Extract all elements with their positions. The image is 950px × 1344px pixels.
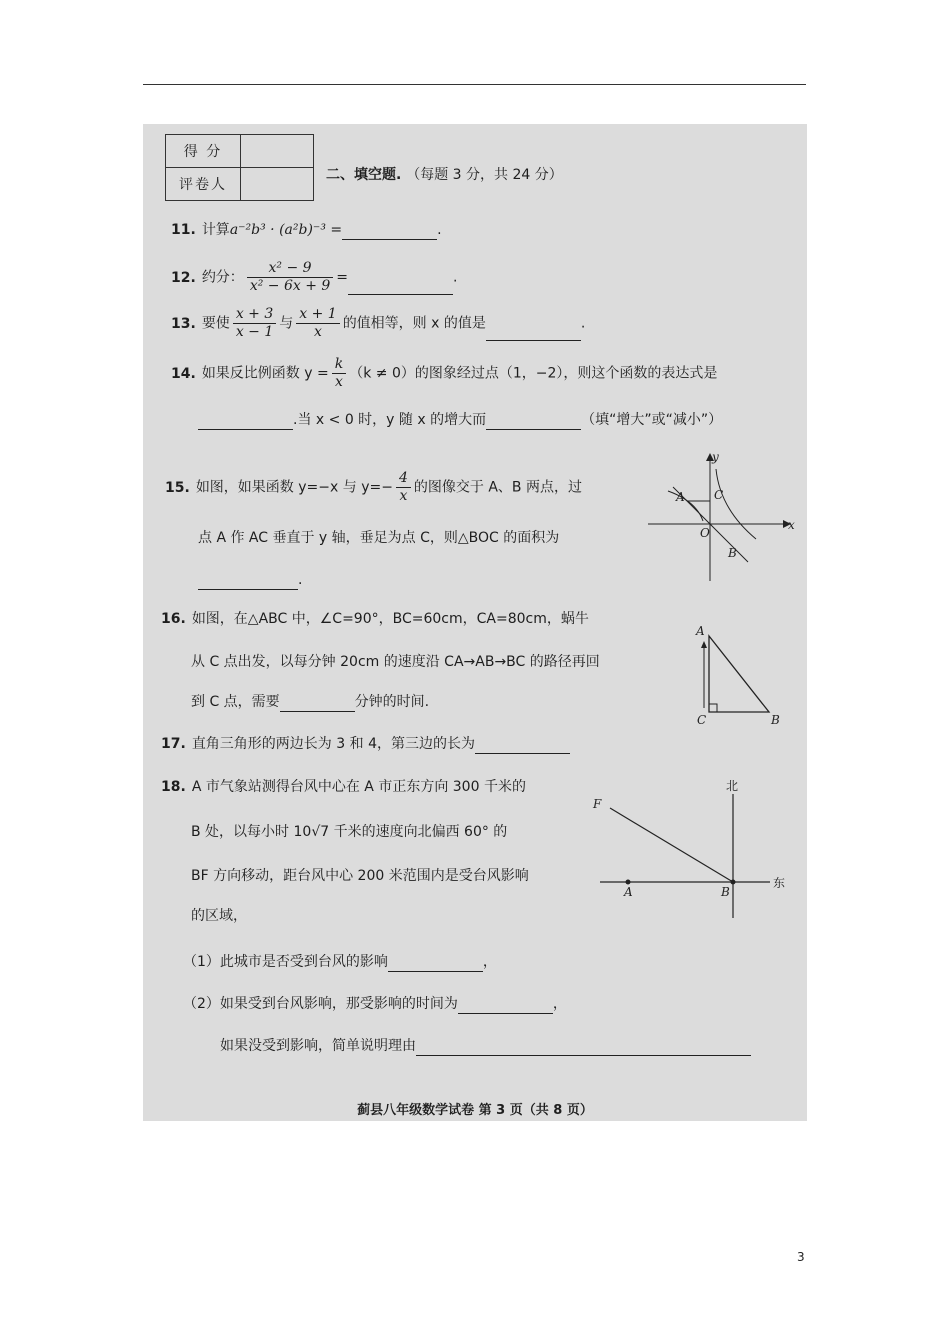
question-14 — [171, 356, 717, 391]
q14-numerator: k — [332, 356, 346, 374]
question-18-part3 — [220, 1036, 751, 1056]
q12-text: 约分： — [201, 269, 244, 286]
question-18-part1 — [183, 952, 497, 972]
q16-answer-blank[interactable] — [280, 695, 355, 712]
q16-triangle — [709, 636, 769, 712]
q15-label-b: B — [728, 546, 737, 560]
q18-part3-text: 如果没受到影响，简单说明理由 — [220, 1038, 416, 1054]
q14-text4: （填“增大”或“减小”） — [581, 412, 723, 428]
q18-label-a: A — [624, 885, 633, 899]
q17-number: 17. — [161, 736, 186, 752]
q14-expression-blank[interactable] — [198, 413, 293, 430]
q18-text3: BF 方向移动，距台风中心 200 米范围内是受台风影响 — [191, 868, 529, 884]
top-rule — [143, 84, 806, 85]
q16-figure — [691, 624, 791, 734]
q11-number: 11. — [171, 222, 196, 238]
q18-label-north: 北 — [726, 779, 739, 793]
q15-hyperbola-right — [716, 469, 756, 539]
q15-label-o: O — [700, 526, 710, 540]
q18-number: 18. — [161, 779, 186, 795]
q18-label-f: F — [593, 797, 602, 811]
question-15-line3 — [198, 570, 302, 590]
q16-text2: 从 C 点出发，以每分钟 20cm 的速度沿 CA→AB→BC 的路径再回 — [191, 654, 600, 670]
q14-text3: .当 x < 0 时，y 随 x 的增大而 — [293, 412, 487, 428]
q15-text1: 如图，如果函数 y=−x 与 y=− — [195, 479, 393, 496]
q12-equals: = — [336, 269, 349, 286]
q18-part2-text: （2）如果受到台风影响，那受影响的时间为 — [183, 996, 458, 1012]
q14-trend-blank[interactable] — [486, 413, 581, 430]
question-11 — [171, 220, 442, 240]
page-number: 3 — [797, 1250, 805, 1264]
page-footer: 蓟县八年级数学试卷 第 3 页（共 8 页） — [357, 1103, 593, 1118]
q12-number: 12. — [171, 269, 196, 286]
q17-answer-blank[interactable] — [475, 737, 570, 754]
question-12 — [171, 260, 457, 295]
q11-end: . — [437, 222, 442, 238]
q15-label-c: C — [714, 488, 724, 502]
q16-arrow-head — [701, 641, 707, 648]
q18-part1-end: ， — [482, 954, 497, 970]
q15-figure — [648, 449, 798, 589]
q18-part2-end: ， — [552, 996, 567, 1012]
q12-numerator: x² − 9 — [247, 260, 333, 278]
section-title-text: 二、填空题 — [326, 167, 396, 183]
q16-number: 16. — [161, 611, 186, 627]
grader-label: 评卷人 — [166, 168, 241, 201]
q13-f1-numerator: x + 3 — [233, 306, 276, 324]
question-18-part2 — [183, 994, 567, 1014]
q15-label-x: x — [788, 518, 795, 532]
question-18 — [161, 777, 526, 797]
q14-text2: （k ≠ 0）的图象经过点（1，−2），则这个函数的表达式是 — [349, 365, 718, 382]
q18-part1-text: （1）此城市是否受到台风的影响 — [183, 954, 388, 970]
q14-fraction — [332, 356, 346, 391]
q13-f1-denominator: x − 1 — [235, 324, 274, 340]
q13-text2: 与 — [279, 315, 294, 332]
q18-part1-blank[interactable] — [388, 955, 483, 972]
question-18-line4 — [191, 906, 247, 926]
q16-text1: 如图，在△ABC 中，∠C=90°，BC=60cm，CA=80cm，蜗牛 — [191, 611, 589, 627]
q15-text2: 的图像交于 A、B 两点，过 — [413, 479, 582, 496]
q15-numerator: 4 — [396, 470, 411, 488]
q18-label-b: B — [721, 885, 730, 899]
q16-text3: 到 C 点，需要 — [191, 694, 280, 710]
q18-text4: 的区域， — [191, 908, 247, 924]
q17-text: 直角三角形的两边长为 3 和 4，第三边的长为 — [191, 736, 475, 752]
q13-f2-denominator: x — [314, 324, 322, 340]
q12-answer-blank[interactable] — [348, 278, 453, 295]
q18-path-bf — [610, 808, 733, 882]
q13-number: 13. — [171, 315, 196, 332]
question-17 — [161, 734, 570, 754]
q16-label-c: C — [697, 713, 707, 727]
q15-number: 15. — [165, 479, 190, 496]
q18-figure — [588, 776, 793, 924]
q15-end: . — [298, 572, 303, 588]
question-16 — [161, 609, 589, 629]
q18-text1: A 市气象站测得台风中心在 A 市正东方向 300 千米的 — [191, 779, 526, 795]
question-15 — [165, 470, 582, 505]
question-18-line3 — [191, 866, 529, 886]
score-label: 得 分 — [166, 135, 241, 168]
q16-label-a: A — [696, 624, 705, 638]
question-16-line3 — [191, 692, 429, 712]
q14-text1: 如果反比例函数 y = — [201, 365, 329, 382]
question-14-line2 — [198, 410, 722, 430]
q12-end: . — [453, 269, 458, 286]
q15-hyperbola-left — [668, 491, 703, 521]
q12-denominator: x² − 6x + 9 — [249, 278, 331, 294]
grader-cell — [241, 168, 314, 201]
q15-text3: 点 A 作 AC 垂直于 y 轴，垂足为点 C，则△BOC 的面积为 — [198, 530, 560, 546]
q13-end: . — [580, 315, 586, 332]
q13-text1: 要使 — [201, 315, 230, 332]
q13-f2-numerator: x + 1 — [296, 306, 339, 324]
score-table — [165, 134, 314, 201]
q13-text3: 的值相等，则 x 的值是 — [342, 315, 486, 332]
q13-fraction-2 — [296, 306, 339, 341]
scanned-exam-page — [143, 124, 807, 1121]
q15-denominator: x — [399, 488, 408, 504]
q15-fraction — [396, 470, 411, 505]
q15-answer-blank[interactable] — [198, 573, 298, 590]
q18-point-a — [626, 880, 631, 885]
q11-answer-blank[interactable] — [342, 223, 437, 240]
q15-label-a: A — [676, 490, 685, 504]
question-18-line2 — [191, 822, 507, 842]
section-title: 二、填空题. （每题 3 分，共 24 分） — [326, 167, 563, 183]
question-15-line2 — [198, 528, 559, 548]
question-16-line2 — [191, 652, 600, 672]
score-cell — [241, 135, 314, 168]
q16-text4: 分钟的时间. — [354, 694, 430, 710]
q11-text: 计算 — [201, 222, 230, 238]
q18-part2-blank[interactable] — [458, 997, 553, 1014]
section-subtitle: （每题 3 分，共 24 分） — [406, 167, 563, 183]
q14-number: 14. — [171, 365, 196, 382]
q18-label-east: 东 — [773, 876, 786, 890]
q13-answer-blank[interactable] — [486, 324, 581, 341]
q18-point-b — [731, 880, 736, 885]
question-13 — [171, 306, 585, 341]
q16-right-angle-mark — [709, 704, 717, 712]
q14-denominator: x — [335, 374, 343, 390]
q11-expression: a⁻²b³ · (a²b)⁻³ = — [229, 222, 343, 238]
q15-label-y: y — [712, 450, 719, 464]
q18-text2: B 处，以每小时 10√7 千米的速度向北偏西 60° 的 — [191, 824, 508, 840]
q13-fraction-1 — [233, 306, 276, 341]
q12-fraction — [247, 260, 333, 295]
q18-part3-blank[interactable] — [416, 1039, 751, 1056]
q16-label-b: B — [771, 713, 780, 727]
